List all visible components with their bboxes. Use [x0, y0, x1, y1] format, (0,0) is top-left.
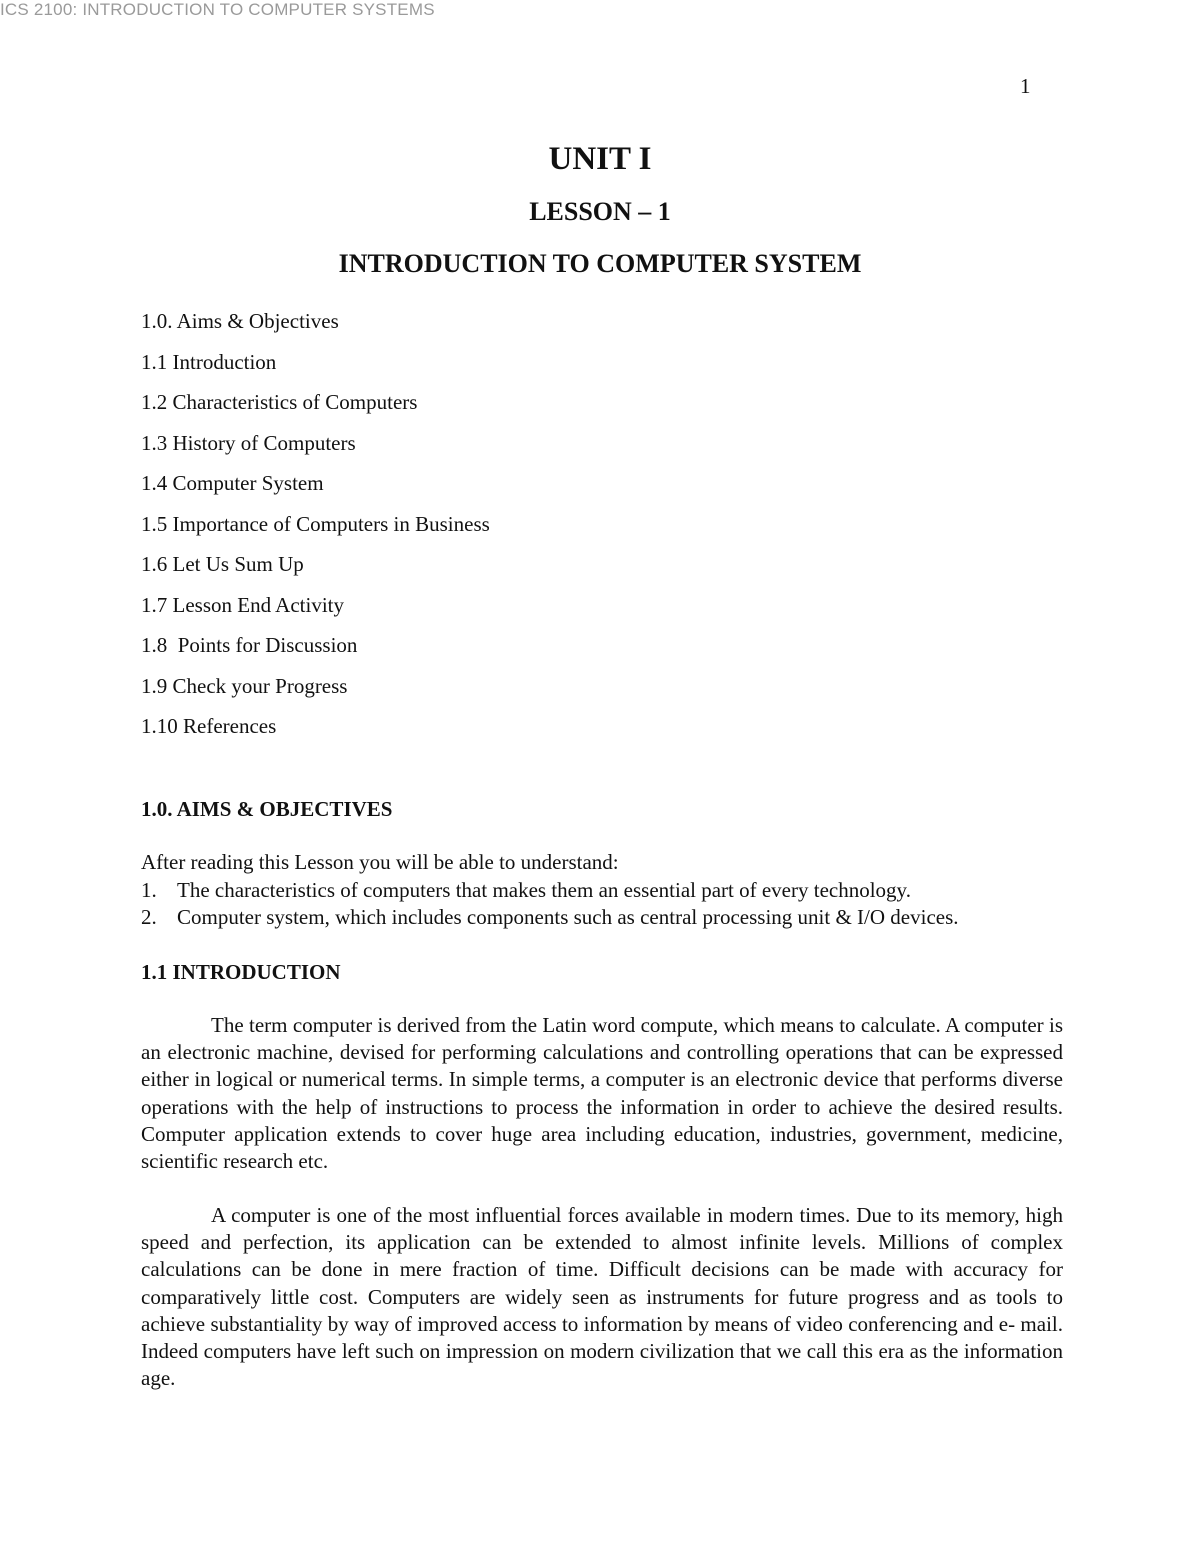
page-number: 1: [1020, 74, 1031, 98]
introduction-paragraph: The term computer is derived from the Latin word compute, which means to calculate. A computer is an electronic machine, devised for performing calculations and controlling operations that can be expressed either in logical or numerical terms. In simple terms, a computer is an electronic device that performs diverse operations with the help of instructions to process the information in order to achieve the desired results. Computer application extends to cover huge area including education, industries, government, medicine, scientific research etc.: [141, 1013, 1063, 1174]
aims-list-item: [141, 904, 959, 931]
toc-item: 1.6 Let Us Sum Up: [141, 552, 304, 576]
table-of-contents: [141, 308, 490, 754]
toc-item: 1.0. Aims & Objectives: [141, 309, 339, 333]
toc-item: 1.2 Characteristics of Computers: [141, 390, 418, 414]
aims-list-item: [141, 877, 959, 904]
aims-lead-text: After reading this Lesson you will be able to understand:: [141, 850, 619, 874]
toc-item: 1.8 Points for Discussion: [141, 633, 358, 657]
lesson-title: LESSON – 1: [529, 197, 671, 226]
unit-title: UNIT I: [548, 141, 652, 177]
list-number: 1.: [141, 878, 157, 902]
toc-item: 1.3 History of Computers: [141, 430, 356, 455]
list-text: Computer system, which includes components such as central processing unit & I/O devices.: [177, 905, 959, 929]
aims-heading: 1.0. AIMS & OBJECTIVES: [141, 797, 393, 821]
toc-item: 1.5 Importance of Computers in Business: [141, 511, 490, 536]
running-header: ICS 2100: INTRODUCTION TO COMPUTER SYSTEMS: [0, 0, 435, 19]
lesson-name-title: INTRODUCTION TO COMPUTER SYSTEM: [338, 249, 862, 278]
toc-item: 1.7 Lesson End Activity: [141, 592, 344, 617]
toc-item: 1.4 Computer System: [141, 471, 324, 495]
toc-item: 1.10 References: [141, 714, 277, 738]
list-text: The characteristics of computers that makes them an essential part of every technology.: [177, 878, 911, 902]
toc-item: 1.9 Check your Progress: [141, 673, 348, 698]
introduction-paragraph: A computer is one of the most influential forces available in modern times. Due to its memory, high speed and perfection, its application can be extended to almost infinite levels. Millions of complex calculations can be done in mere fraction of time. Difficult decisions can be made with accuracy for comparatively little cost. Computers are widely seen as instruments for future progress and as tools to achieve substantiality by way of improved access to information by means of video conferencing and e- mail. Indeed computers have left such on impression on modern civilization that we call this era as the information age.: [141, 1203, 1063, 1391]
list-number: 2.: [141, 905, 157, 929]
aims-list: [141, 877, 959, 931]
introduction-heading: 1.1 INTRODUCTION: [141, 960, 341, 984]
toc-item: 1.1 Introduction: [141, 349, 277, 374]
